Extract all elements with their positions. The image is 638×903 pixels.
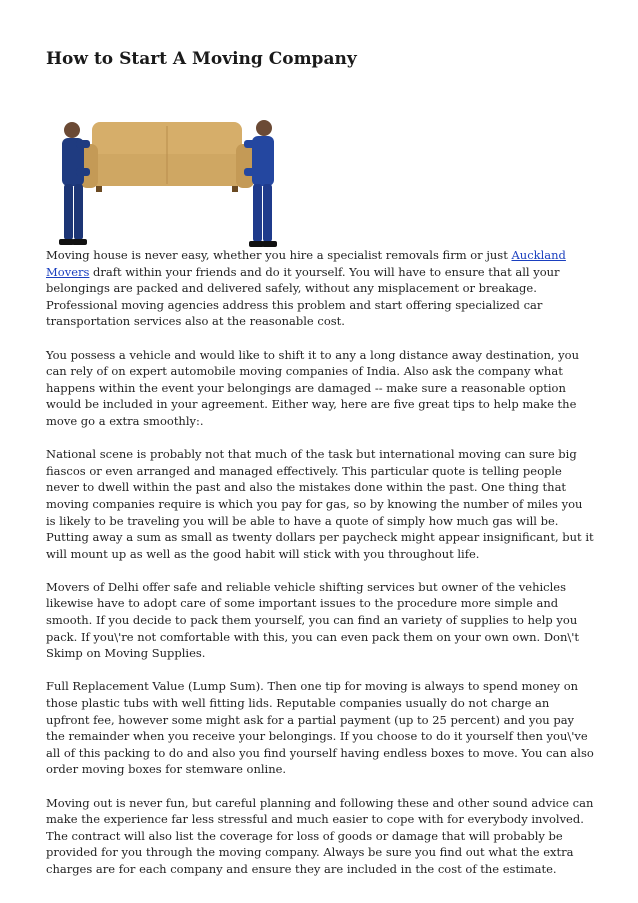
page-title: How to Start A Moving Company xyxy=(46,49,357,69)
sofa xyxy=(80,122,254,192)
paragraph: Moving out is never fun, but careful planning and following these and other sound advice can make the experience far less stressful and much easier to cope with for everybody involved. The contract will also list the coverage for loss of goods or damage that will probably be provided for you through the moving company. Always be sure you find out what the extra charges are for each company and ensure they are included in the cost of the estimate. xyxy=(46,795,594,876)
auckland-movers-link[interactable]: Auckland Movers xyxy=(46,248,566,279)
movers-carrying-sofa-image xyxy=(50,108,282,254)
paragraph: You possess a vehicle and would like to shift it to any a long distance away destination, you can rely of on expert automobile moving companies of India. Also ask the company what happens within the event your belongings are damaged -- make sure a reasonable option would be included in your agreement. Either way, here are five great tips to help make the move go a extra smoothly:. xyxy=(46,347,580,428)
article-body xyxy=(46,247,594,894)
paragraph-intro: Moving house is never easy, whether you hire a specialist removals firm or just Auckland Movers draft within your friends and do it yourself. You will have to ensure that all your belongings are packed and delivered safely, without any misplacement or breakage. Professional moving agencies address this problem and start offering specialized car transportation services also at the reasonable cost. xyxy=(46,248,566,329)
paragraph: Full Replacement Value (Lump Sum). Then one tip for moving is always to spend money on those plastic tubs with well fitting lids. Reputable companies usually do not charge an upfront fee, however some might ask for a partial payment (up to 25 percent) and you pay the remainder when you receive your belongings. If you choose to do it yourself then you\'ve all of this packing to do and also you find yourself having endless boxes to move. You can also order moving boxes for stemware online. xyxy=(46,679,594,777)
paragraph: Movers of Delhi offer safe and reliable vehicle shifting services but owner of the vehicles likewise have to adopt care of some important issues to the procedure more simple and smooth. If you decide to pack them yourself, you can find an variety of supplies to help you pack. If you\'re not comfortable with this, you can even pack them on your own own. Don\'t Skimp on Moving Supplies. xyxy=(46,579,580,661)
paragraph: National scene is probably not that much of the task but international moving can sure big fiascos or even arranged and managed effectively. This particular quote is telling people never to dwell within the past and also the mistakes done within the past. One thing that moving companies require is which you pay for gas, so by knowing the number of miles you is likely to be traveling you will be able to have a quote of simply how much gas will be. Putting away a sum as small as twenty dollars per paycheck might appear insignificant, but it will mount up as well as the good habit will stick with you throughout life. xyxy=(46,447,594,561)
